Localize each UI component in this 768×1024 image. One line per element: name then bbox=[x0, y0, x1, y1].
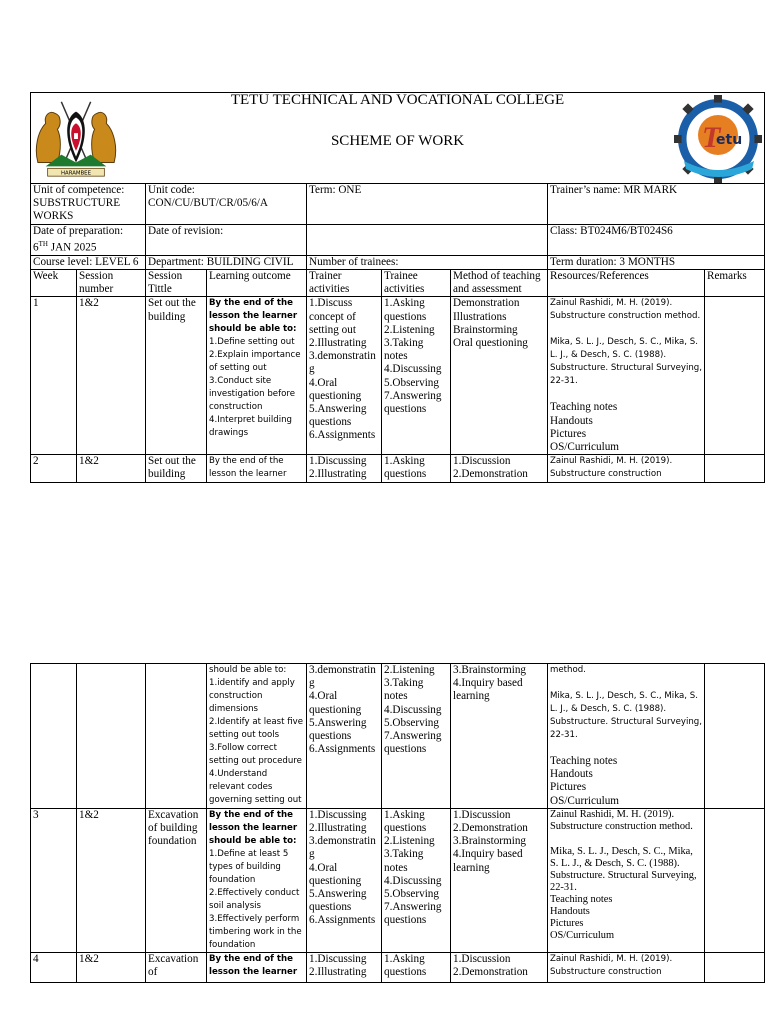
svg-text:T: T bbox=[702, 121, 721, 154]
trainer-activities-cell bbox=[307, 952, 382, 982]
trainer-activity: 1.Discussing bbox=[309, 455, 367, 468]
college-name: TETU TECHNICAL AND VOCATIONAL COLLEGE bbox=[230, 92, 565, 108]
method-item: 3.Brainstorming bbox=[453, 835, 527, 848]
method-item: 1.Discussion bbox=[453, 808, 511, 821]
trainer-activity: 5.Answering questions bbox=[309, 716, 370, 743]
trainee-activity: 3.Taking notes bbox=[384, 848, 427, 874]
trainee-activities-cell: 1.Asking questions bbox=[382, 952, 451, 982]
trainee-activity: 4.Discussing bbox=[384, 874, 442, 887]
session-title-cell: Excavation of building foundation bbox=[146, 808, 207, 952]
trainer-activity: 6.Assignments bbox=[309, 743, 376, 756]
column-header: Remarks bbox=[705, 269, 765, 296]
trainer-activity: 4.Oral questioning bbox=[309, 861, 362, 887]
resource-item: Pictures bbox=[550, 427, 587, 440]
info-row-3 bbox=[31, 255, 765, 269]
trainer-activities-cell bbox=[307, 808, 382, 952]
reference: Zainul Rashidi, M. H. (2019). Substructure construction method. bbox=[550, 298, 701, 322]
column-header-row bbox=[31, 269, 765, 296]
lo-item: 2.Explain importance of setting out bbox=[209, 350, 304, 374]
learning-outcome-cell bbox=[207, 952, 307, 982]
info-row-2 bbox=[31, 224, 765, 255]
resource-item: Teaching notes bbox=[550, 755, 618, 767]
lo-item: should be able to: bbox=[209, 665, 287, 675]
trainer-activity: 1.Discuss concept of setting out bbox=[309, 297, 359, 336]
method-item: 2.Demonstration bbox=[453, 966, 528, 979]
scheme-table-page-2 bbox=[30, 663, 765, 983]
resource-item: Handouts bbox=[550, 414, 593, 427]
week-cell: 2 bbox=[31, 455, 77, 483]
week-cell: 3 bbox=[31, 808, 77, 952]
resources-cell bbox=[548, 664, 705, 809]
resource-item: OS/Curriculum bbox=[550, 794, 619, 807]
lo-item: 1.identify and apply construction dimensions bbox=[209, 678, 298, 714]
method-cell bbox=[451, 455, 548, 483]
method-cell bbox=[451, 664, 548, 809]
term-duration-cell: Term duration: 3 MONTHS bbox=[548, 255, 765, 269]
term-cell: Term: ONE bbox=[307, 184, 548, 225]
trainee-activity: 1.Asking questions bbox=[384, 297, 428, 323]
resources-cell: Zainul Rashidi, M. H. (2019). Substructure construction bbox=[548, 952, 705, 982]
session-cell: 1&2 bbox=[77, 808, 146, 952]
lo-intro: By the end of the lesson the learner should be able to: bbox=[209, 809, 301, 846]
lo-item: 3.Follow correct setting out procedure bbox=[209, 743, 302, 766]
column-header: Learning outcome bbox=[207, 269, 307, 296]
method-item: Oral questioning bbox=[453, 336, 528, 349]
lo-intro: By the end of the lesson the learner should be able to: bbox=[209, 298, 301, 335]
session-cell: 1&2 bbox=[77, 952, 146, 982]
resources-cell bbox=[548, 297, 705, 455]
session-title-cell: Set out the building bbox=[146, 297, 207, 455]
unit-code-value: CON/CU/BUT/CR/05/6/A bbox=[148, 197, 268, 210]
method-item: 3.Brainstorming bbox=[453, 664, 527, 676]
method-cell bbox=[451, 808, 548, 952]
method-item: 4.Inquiry based learning bbox=[453, 848, 526, 874]
column-header: Method of teaching and assessment bbox=[451, 269, 548, 296]
trainer-name-cell: Trainer’s name: MR MARK bbox=[548, 184, 765, 225]
lo-item: 1.Define setting out bbox=[209, 337, 295, 348]
reference: Mika, S. L. J., Desch, S. C., Mika, S. L. J., & Desch, S. C. (1988). Substructure. Structural Surveying, 22-31. bbox=[550, 337, 705, 387]
trainee-activity: 5.Observing bbox=[384, 716, 439, 729]
unit-code-label: Unit code: bbox=[148, 184, 195, 196]
remarks-cell bbox=[705, 455, 765, 483]
learning-outcome-cell bbox=[207, 297, 307, 455]
trainee-activity: 7.Answering questions bbox=[384, 389, 445, 415]
trainee-activity: 4.Discussing bbox=[384, 703, 442, 716]
column-header: Trainer activities bbox=[307, 269, 382, 296]
session-cell bbox=[77, 664, 146, 809]
number-of-trainees-cell: Number of trainees: bbox=[307, 255, 548, 269]
trainer-activity: 2.Illustrating bbox=[309, 336, 367, 349]
prep-sup: TH bbox=[38, 239, 48, 248]
course-level-cell: Course level: LEVEL 6 bbox=[31, 255, 146, 269]
trainer-activities-cell bbox=[307, 297, 382, 455]
resource-item: Pictures bbox=[550, 917, 584, 929]
trainer-activity: 1.Discussing bbox=[309, 808, 367, 821]
unit-competence-label: Unit of competence: bbox=[33, 184, 125, 196]
column-header: Trainee activities bbox=[382, 269, 451, 296]
trainer-activity: 2.Illustrating bbox=[309, 966, 367, 979]
trainer-activities-cell bbox=[307, 455, 382, 483]
remarks-cell bbox=[705, 297, 765, 455]
session-title-cell bbox=[146, 664, 207, 809]
logo-text: etu bbox=[716, 132, 743, 148]
session-title-cell: Excavation of bbox=[146, 952, 207, 982]
trainee-activities-cell bbox=[382, 297, 451, 455]
method-item: 1.Discussion bbox=[453, 455, 511, 468]
title-row bbox=[31, 93, 765, 184]
trainer-activity: 4.Oral questioning bbox=[309, 690, 362, 716]
trainee-activity: 2.Listening bbox=[384, 323, 435, 336]
column-header: Week bbox=[31, 269, 77, 296]
resource-item: Teaching notes bbox=[550, 401, 618, 414]
trainee-activity: 3.Taking notes bbox=[384, 336, 427, 363]
resource-item: Pictures bbox=[550, 781, 587, 794]
date-of-revision-cell: Date of revision: bbox=[146, 224, 307, 255]
method-item: 1.Discussion bbox=[453, 952, 511, 965]
table-row-week-4 bbox=[31, 952, 765, 982]
trainer-activity: 3.demonstrating bbox=[309, 350, 376, 376]
empty-cell bbox=[307, 224, 548, 255]
trainee-activity: 5.Observing bbox=[384, 376, 439, 389]
lo-item: 2.Identify at least five setting out tools bbox=[209, 717, 306, 740]
trainee-activities-cell: 1.Asking questions bbox=[382, 455, 451, 483]
session-title-cell: Set out the building bbox=[146, 455, 207, 483]
learning-outcome-cell bbox=[207, 808, 307, 952]
week-cell: 4 bbox=[31, 952, 77, 982]
resources-cell: Zainul Rashidi, M. H. (2019). Substructure construction bbox=[548, 455, 705, 483]
lo-intro: By the end of the lesson the learner bbox=[209, 953, 298, 977]
lo-item: 3.Conduct site investigation before construction bbox=[209, 376, 298, 413]
remarks-cell bbox=[705, 952, 765, 982]
trainee-activity: 7.Answering questions bbox=[384, 730, 445, 756]
learning-outcome-cell: By the end of the lesson the learner bbox=[207, 455, 307, 483]
method-item: Demonstration bbox=[453, 297, 520, 310]
lo-item: 3.Effectively perform timbering work in the foundation bbox=[209, 913, 305, 950]
lo-item: 1.Define at least 5 types of building foundation bbox=[209, 848, 292, 885]
reference: Mika, S. L. J., Desch, S. C., Mika, S. L. J., & Desch, S. C. (1988). Substructure. Structural Surveying, 22-31. bbox=[550, 845, 700, 893]
resource-item: OS/Curriculum bbox=[550, 440, 619, 453]
trainee-activity: 4.Discussing bbox=[384, 363, 442, 376]
trainee-activity: 1.Asking questions bbox=[384, 808, 428, 835]
reference: Zainul Rashidi, M. H. (2019). Substructure construction method. bbox=[550, 808, 693, 832]
table-row-week-1 bbox=[31, 297, 765, 455]
resource-item: OS/Curriculum bbox=[550, 929, 615, 941]
trainee-activity: 2.Listening bbox=[384, 835, 435, 848]
reference: method. bbox=[550, 665, 586, 675]
date-of-preparation-cell bbox=[31, 224, 146, 255]
lo-item: 2.Effectively conduct soil analysis bbox=[209, 887, 303, 911]
session-cell: 1&2 bbox=[77, 455, 146, 483]
trainer-activity: 5.Answering questions bbox=[309, 888, 370, 914]
trainer-activity: 1.Discussing bbox=[309, 952, 367, 965]
trainer-activity: 3.demonstrating bbox=[309, 835, 376, 861]
trainer-activity: 3.demonstrating bbox=[309, 664, 376, 690]
table-row-week-3 bbox=[31, 808, 765, 952]
method-item: 4.Inquiry based learning bbox=[453, 677, 526, 703]
remarks-cell bbox=[705, 808, 765, 952]
method-item: Brainstorming bbox=[453, 323, 518, 336]
tetu-college-logo-icon bbox=[674, 95, 762, 183]
method-cell bbox=[451, 952, 548, 982]
reference: Mika, S. L. J., Desch, S. C., Mika, S. L. J., & Desch, S. C. (1988). Substructure. Structural Surveying, 22-31. bbox=[550, 691, 705, 740]
learning-outcome-cell bbox=[207, 664, 307, 809]
trainee-activity: 3.Taking notes bbox=[384, 677, 427, 703]
resource-item: Handouts bbox=[550, 768, 593, 781]
method-item: Illustrations bbox=[453, 310, 507, 323]
title-cell bbox=[31, 93, 765, 184]
week-cell bbox=[31, 664, 77, 809]
method-item: 2.Demonstration bbox=[453, 468, 528, 481]
method-cell bbox=[451, 297, 548, 455]
trainer-activity: 2.Illustrating bbox=[309, 468, 367, 481]
unit-competence-value: SUBSTRUCTURE WORKS bbox=[33, 197, 123, 223]
lo-item: 4.Understand relevant codes governing setting out bbox=[209, 769, 302, 805]
column-header: Session Tittle bbox=[146, 269, 207, 296]
document-title: SCHEME OF WORK bbox=[330, 133, 465, 149]
motto-text: HARAMBEE bbox=[61, 170, 91, 177]
session-cell: 1&2 bbox=[77, 297, 146, 455]
scheme-table-page-1 bbox=[30, 92, 765, 483]
resource-item: Teaching notes bbox=[550, 893, 613, 905]
trainee-activity: 7.Answering questions bbox=[384, 901, 445, 927]
trainer-activities-cell bbox=[307, 664, 382, 809]
unit-competence-cell bbox=[31, 184, 146, 225]
remarks-cell bbox=[705, 664, 765, 809]
trainer-activity: 4.Oral questioning bbox=[309, 376, 362, 402]
class-cell: Class: BT024M6/BT024S6 bbox=[548, 224, 765, 255]
week-cell: 1 bbox=[31, 297, 77, 455]
trainee-activities-cell bbox=[382, 664, 451, 809]
prep-label: Date of preparation: bbox=[33, 224, 124, 237]
info-row-1 bbox=[31, 184, 765, 225]
trainee-activities-cell bbox=[382, 808, 451, 952]
department-cell: Department: BUILDING CIVIL bbox=[146, 255, 307, 269]
trainer-activity: 5.Answering questions bbox=[309, 402, 370, 429]
column-header: Resources/References bbox=[548, 269, 705, 296]
prep-day: 6 bbox=[33, 241, 39, 254]
table-row-week-2 bbox=[31, 455, 765, 483]
table-row-week-2-continued bbox=[31, 664, 765, 809]
lo-item: 4.Interpret building drawings bbox=[209, 415, 295, 439]
resources-cell bbox=[548, 808, 705, 952]
trainer-activity: 6.Assignments bbox=[309, 914, 376, 927]
method-item: 2.Demonstration bbox=[453, 822, 528, 835]
resource-item: Handouts bbox=[550, 905, 590, 917]
column-header: Session number bbox=[77, 269, 146, 296]
prep-rest: JAN 2025 bbox=[47, 241, 97, 254]
unit-code-cell bbox=[146, 184, 307, 225]
trainee-activity: 5.Observing bbox=[384, 888, 439, 901]
trainee-activity: 2.Listening bbox=[384, 664, 435, 676]
trainer-activity: 2.Illustrating bbox=[309, 822, 367, 835]
trainer-activity: 6.Assignments bbox=[309, 429, 376, 442]
